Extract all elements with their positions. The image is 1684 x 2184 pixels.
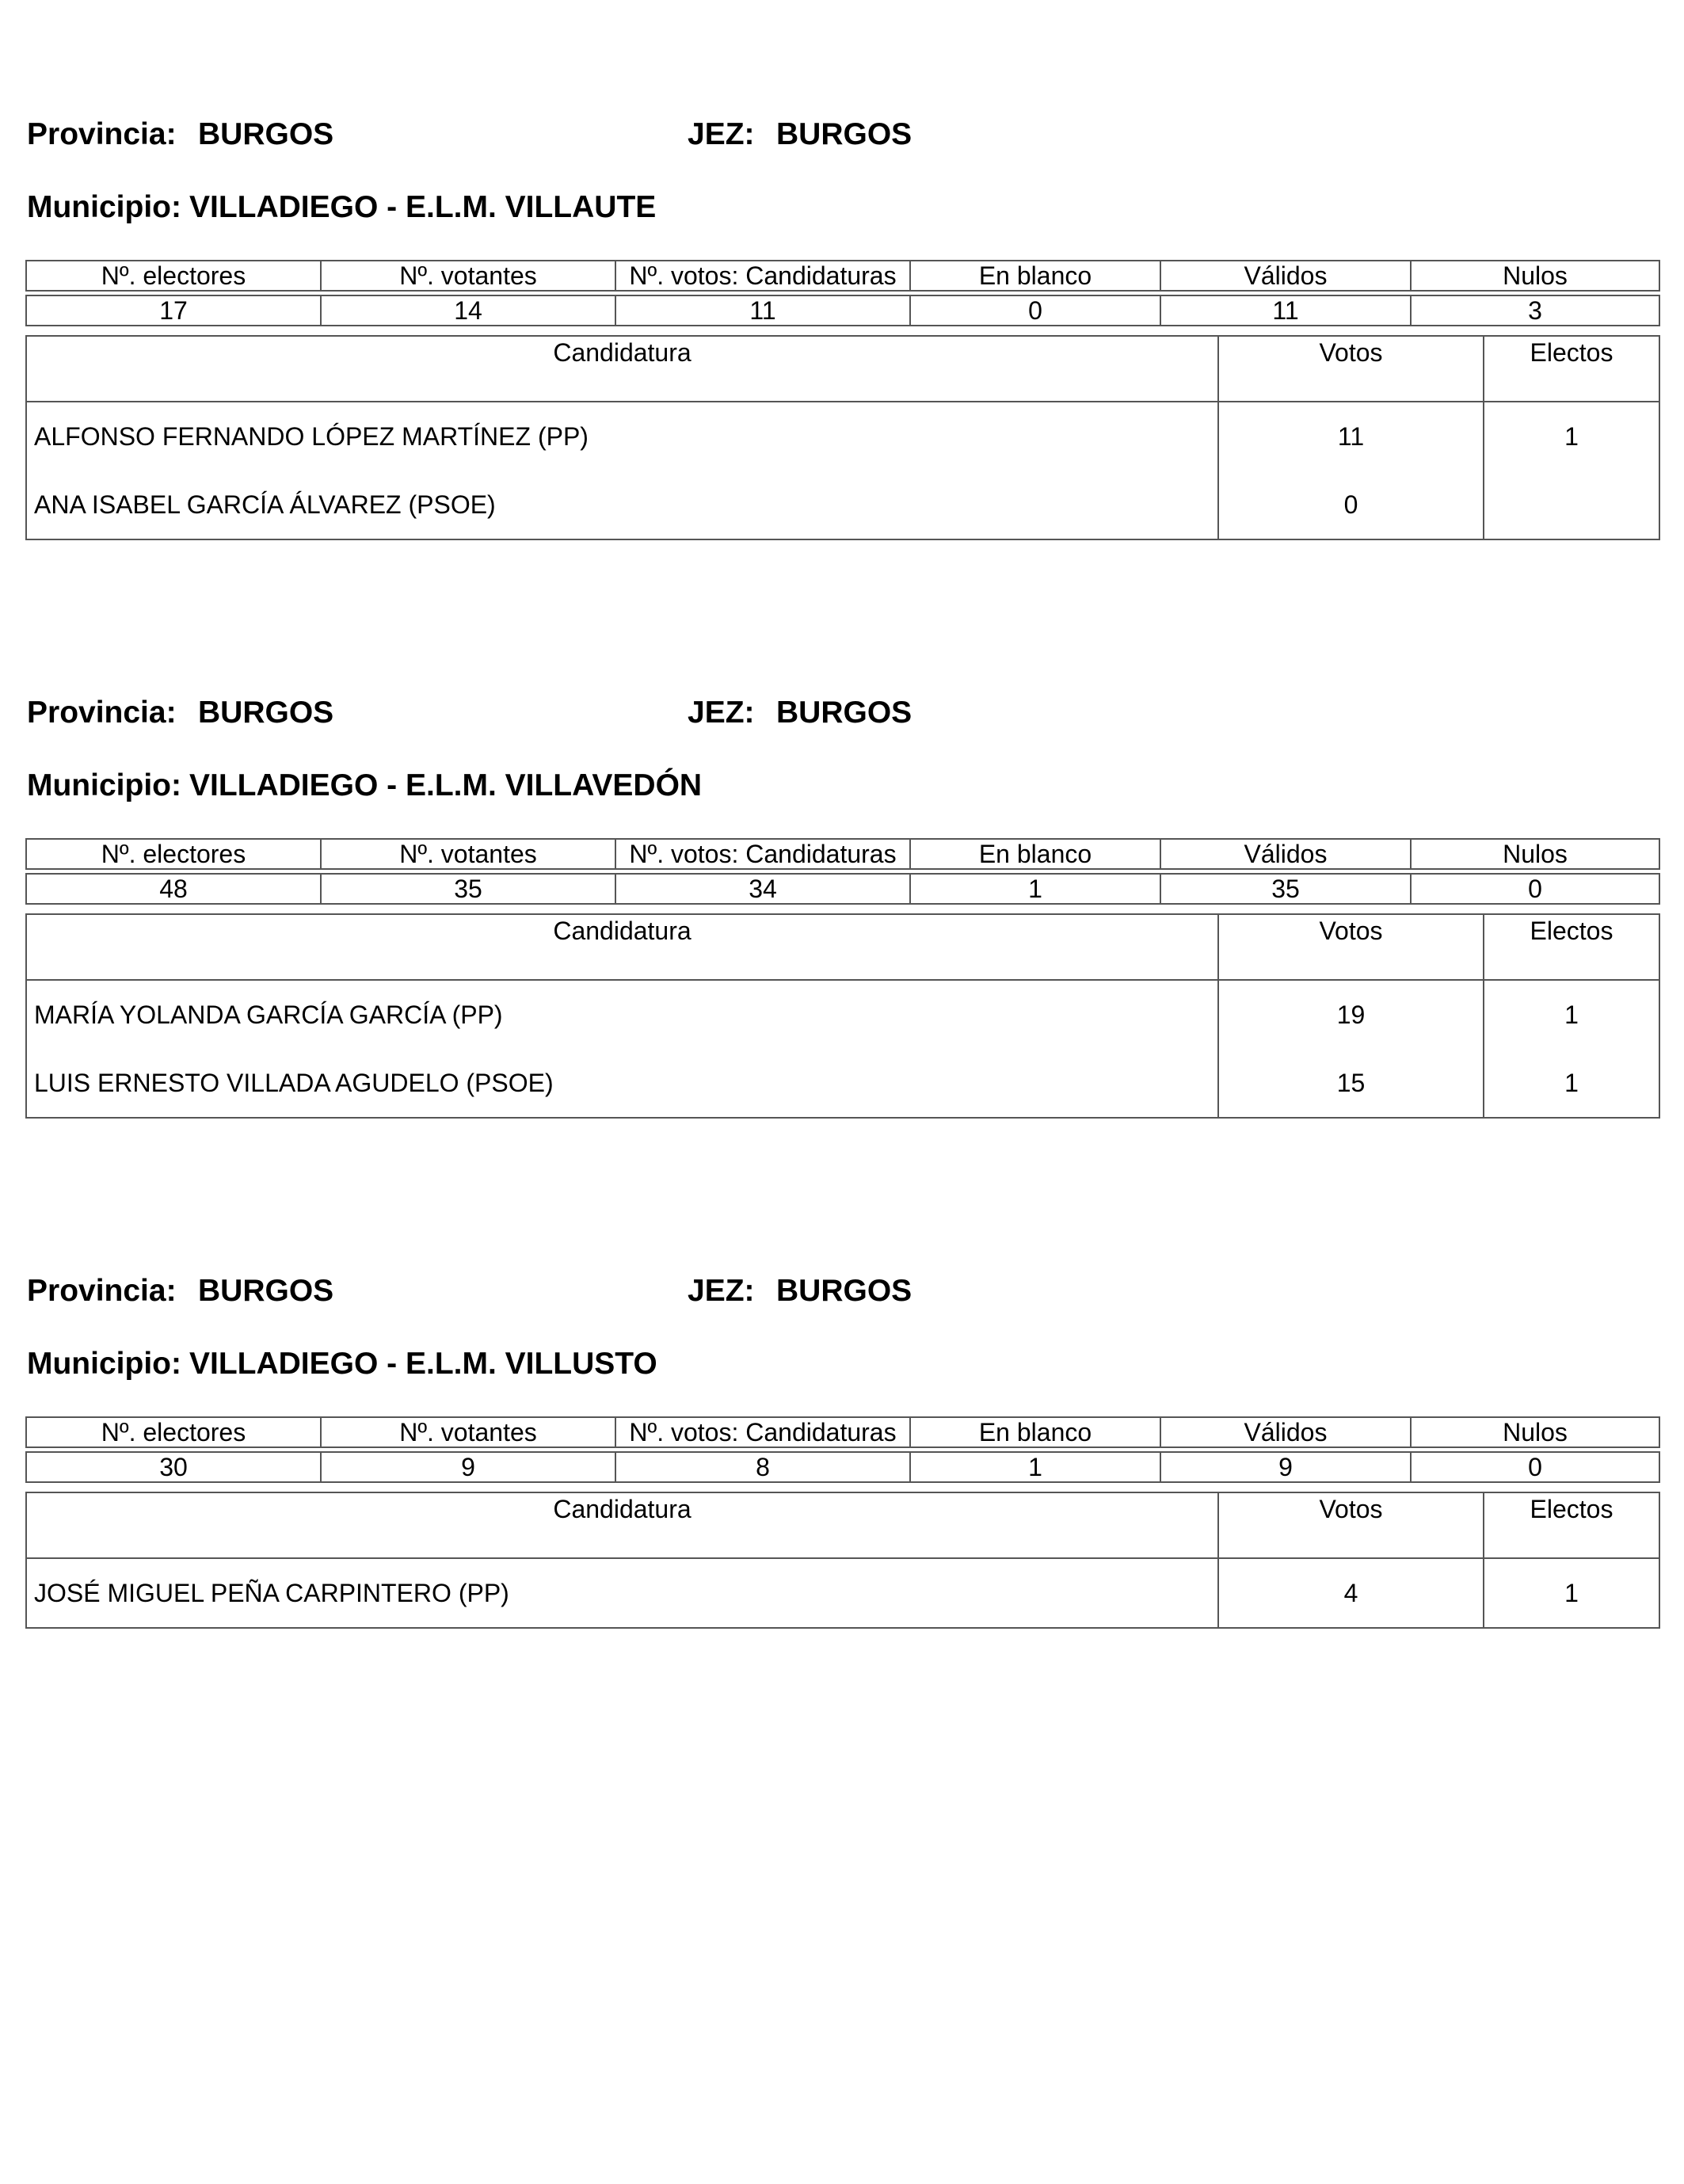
provincia-label: Provincia: (27, 117, 177, 151)
candidate-name: ALFONSO FERNANDO LÓPEZ MARTÍNEZ (PP) (26, 402, 1218, 471)
municipio-title (27, 768, 702, 803)
candidate-electos (1484, 471, 1659, 539)
stat-header: En blanco (910, 839, 1160, 869)
candidate-votos: 4 (1218, 1558, 1484, 1628)
stat-value: 17 (26, 295, 321, 326)
stat-value: 1 (910, 874, 1160, 904)
municipio-label: Municipio: (27, 190, 181, 224)
municipio-value: VILLADIEGO - E.L.M. VILLAVEDÓN (189, 768, 703, 802)
candidatura-header: Candidatura (26, 1492, 1218, 1558)
municipio-label: Municipio: (27, 1347, 181, 1381)
candidate-name: JOSÉ MIGUEL PEÑA CARPINTERO (PP) (26, 1558, 1218, 1628)
candidate-name: LUIS ERNESTO VILLADA AGUDELO (PSOE) (26, 1049, 1218, 1118)
provincia-value: BURGOS (198, 117, 334, 151)
table-row (26, 980, 1659, 1049)
stat-value: 34 (615, 874, 910, 904)
table-row (26, 471, 1659, 539)
candidates-header-row (26, 914, 1659, 980)
stat-value: 0 (910, 295, 1160, 326)
stats-table (25, 838, 1660, 905)
candidate-electos: 1 (1484, 1049, 1659, 1118)
stat-value: 11 (1160, 295, 1411, 326)
municipio-title (27, 1347, 657, 1382)
stats-table (25, 1416, 1660, 1483)
candidate-electos: 1 (1484, 980, 1659, 1049)
stat-value: 14 (321, 295, 615, 326)
jez-label: JEZ: (688, 696, 755, 730)
municipio-value: VILLADIEGO - E.L.M. VILLUSTO (189, 1347, 657, 1381)
electos-header: Electos (1484, 914, 1659, 980)
table-row (26, 1558, 1659, 1628)
stat-value: 1 (910, 1452, 1160, 1482)
candidate-votos: 15 (1218, 1049, 1484, 1118)
stat-header: Nº. votos: Candidaturas (615, 261, 910, 291)
stat-value: 35 (321, 874, 615, 904)
stat-value: 48 (26, 874, 321, 904)
stat-header: Válidos (1160, 839, 1411, 869)
stat-header: Nº. votantes (321, 839, 615, 869)
provincia-label: Provincia: (27, 1274, 177, 1308)
stat-header: Nº. votantes (321, 1417, 615, 1447)
electos-header: Electos (1484, 1492, 1659, 1558)
stats-header-row (26, 839, 1659, 869)
stat-header: Nº. electores (26, 261, 321, 291)
provincia-label: Provincia: (27, 696, 177, 730)
municipio-title (27, 190, 656, 225)
candidatura-header: Candidatura (26, 914, 1218, 980)
votos-header: Votos (1218, 336, 1484, 402)
stats-value-row (26, 874, 1659, 904)
stat-header: Válidos (1160, 261, 1411, 291)
electos-header: Electos (1484, 336, 1659, 402)
candidate-electos: 1 (1484, 402, 1659, 471)
jez-label: JEZ: (688, 1274, 755, 1308)
stat-header: Nº. votos: Candidaturas (615, 1417, 910, 1447)
candidates-header-row (26, 336, 1659, 402)
stat-header: Nº. electores (26, 839, 321, 869)
jez-value: BURGOS (776, 1274, 912, 1308)
stats-header-row (26, 261, 1659, 291)
jez-label: JEZ: (688, 117, 755, 151)
candidates-table (25, 1492, 1660, 1629)
stats-table (25, 260, 1660, 326)
municipio-value: VILLADIEGO - E.L.M. VILLAUTE (189, 190, 657, 224)
stats-value-row (26, 1452, 1659, 1482)
stat-header: En blanco (910, 261, 1160, 291)
candidate-name: ANA ISABEL GARCÍA ÁLVAREZ (PSOE) (26, 471, 1218, 539)
stat-header: Nº. electores (26, 1417, 321, 1447)
candidates-header-row (26, 1492, 1659, 1558)
candidate-votos: 0 (1218, 471, 1484, 539)
stats-header-row (26, 1417, 1659, 1447)
stat-header: Nulos (1411, 839, 1659, 869)
table-row (26, 402, 1659, 471)
stat-value: 9 (1160, 1452, 1411, 1482)
candidates-table (25, 335, 1660, 540)
table-row (26, 1049, 1659, 1118)
stat-value: 30 (26, 1452, 321, 1482)
candidate-name: MARÍA YOLANDA GARCÍA GARCÍA (PP) (26, 980, 1218, 1049)
candidatura-header: Candidatura (26, 336, 1218, 402)
jez-value: BURGOS (776, 696, 912, 730)
stat-header: Nº. votantes (321, 261, 615, 291)
votos-header: Votos (1218, 1492, 1484, 1558)
provincia-value: BURGOS (198, 696, 334, 730)
municipio-label: Municipio: (27, 768, 181, 802)
candidates-table (25, 913, 1660, 1119)
candidate-votos: 11 (1218, 402, 1484, 471)
stat-value: 11 (615, 295, 910, 326)
stats-value-row (26, 295, 1659, 326)
provincia-value: BURGOS (198, 1274, 334, 1308)
stat-header: Nº. votos: Candidaturas (615, 839, 910, 869)
candidate-votos: 19 (1218, 980, 1484, 1049)
stat-value: 0 (1411, 874, 1659, 904)
stat-header: En blanco (910, 1417, 1160, 1447)
candidate-electos: 1 (1484, 1558, 1659, 1628)
stat-header: Nulos (1411, 1417, 1659, 1447)
stat-value: 0 (1411, 1452, 1659, 1482)
votos-header: Votos (1218, 914, 1484, 980)
stat-value: 8 (615, 1452, 910, 1482)
stat-header: Nulos (1411, 261, 1659, 291)
stat-header: Válidos (1160, 1417, 1411, 1447)
stat-value: 9 (321, 1452, 615, 1482)
stat-value: 3 (1411, 295, 1659, 326)
jez-value: BURGOS (776, 117, 912, 151)
stat-value: 35 (1160, 874, 1411, 904)
